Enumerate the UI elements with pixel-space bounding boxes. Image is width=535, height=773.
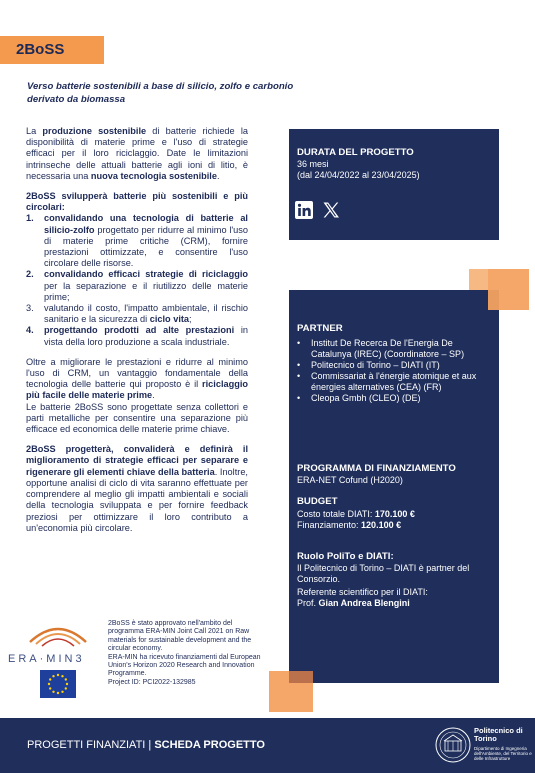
main-text (26, 126, 248, 534)
duration-months: 36 mesi (297, 159, 329, 169)
linkedin-icon[interactable] (295, 201, 313, 219)
budget-cost: Costo totale DIATI: 170.100 € (297, 509, 415, 519)
advantage-paragraph: Oltre a migliorare le prestazioni e ridurre al minimo l'uso di CRM, un vantaggio fondamentale della tecnologia delle batterie qui proposto è il riciclaggio più facile delle materie prime. (26, 356, 248, 401)
decorative-square (289, 671, 313, 683)
duration-title: DURATA DEL PROGETTO (297, 147, 414, 158)
design-paragraph: Le batterie 2BoSS sono progettate senza collettori e parti metalliche per consentire una separazione più efficace ed economica delle materie prime chiave. (26, 401, 248, 435)
program-note: 2BoSS è stato approvato nell'ambito del programma ERA-MIN Joint Call 2021 on Raw materials for sustainable development and the circular economy. ERA-MIN ha ricevuto finanziamenti dal European Union's Horizon 2020 Research and Innovation Programme. Project ID: PCI2022-132985 (108, 620, 261, 686)
partner-list (297, 338, 495, 404)
funding-value: ERA-NET Cofund (H2020) (297, 475, 403, 485)
eramin-logo-text: ERA·MIN3 (8, 653, 85, 665)
funding-title: PROGRAMMA DI FINANZIAMENTO (297, 463, 456, 474)
polito-name: Politecnico di Torino (474, 726, 523, 743)
department-name: Dipartimento di Ingegneria dell'Ambiente, del Territorio e delle Infrastrutture (474, 746, 532, 762)
eramin-logo (22, 622, 94, 652)
decorative-square (469, 269, 488, 290)
referent-name: Prof. Gian Andrea Blengini (297, 598, 410, 608)
list-item: 2. convalidando efficaci strategie di riciclaggio per la separazione e il riutilizzo delle materie prime; (26, 269, 248, 302)
list-item: 4. progettando prodotti ad alte prestazioni in vista della loro produzione a scala industriale. (26, 325, 248, 347)
strategy-paragraph: 2BoSS progetterà, convaliderà e definirà il miglioramento di strategie efficaci per separare e rigenerare gli elementi chiave della batteria. Inoltre, opportune analisi di ciclo di vita saranno effettuate per comprendere al meglio gli impatti ambientali e sociali della tecnologia sviluppata e per fornire feedback preziosi per ottimizzare il loro contributo a un'economia più circolare. (26, 444, 248, 533)
intro-paragraph: La produzione sostenibile di batterie richiede la disponibilità di materie prime e l'uso di strategie efficaci per il loro riciclaggio. Date le limitazioni intrinseche delle attuali batterie agli ioni di litio, è necessaria una nuova tecnologia sostenibile. (26, 126, 248, 181)
eu-flag-icon (40, 670, 76, 698)
role-title: Ruolo PoliTo e DIATI: (297, 551, 394, 562)
decorative-square (488, 269, 529, 310)
objectives-heading: 2BoSS svilupperà batterie più sostenibili e più circolari: (26, 191, 248, 213)
referent-label: Referente scientifico per il DIATI: (297, 587, 428, 597)
list-item: • Commissariat à l'énergie atomique et aux énergies alternatives (CEA) (FR) (297, 371, 477, 392)
polito-logo-icon (434, 726, 472, 764)
list-item: 1. convalidando una tecnologia di batterie al silicio-zolfo progettato per ridurre al minimo l'uso di materie prime critiche (CRM), fornire prestazioni ottimizzate, e consentire l'uso circolare delle risorse. (26, 213, 248, 269)
budget-financing: Finanziamento: 120.100 € (297, 520, 402, 530)
x-twitter-icon[interactable] (322, 201, 340, 219)
page-subtitle: Verso batterie sostenibili a base di silicio, zolfo e carbonio derivato da biomassa (27, 81, 294, 105)
title-bar (0, 36, 104, 64)
list-item: • Institut De Recerca De l'Energia De Catalunya (IREC) (Coordinatore – SP) (297, 338, 465, 359)
budget-title: BUDGET (297, 496, 338, 507)
footer (0, 718, 535, 773)
duration-dates: (dal 24/04/2022 al 23/04/2025) (297, 170, 420, 180)
list-item: 3. valutando il costo, l'impatto ambientale, il rischio sanitario e la sicurezza di ciclo vita; (26, 303, 248, 325)
role-text: Il Politecnico di Torino – DIATI è partner del Consorzio. (297, 563, 470, 584)
objectives-list (26, 213, 248, 347)
duration-panel (289, 129, 499, 240)
list-item: • Cleopa Gmbh (CLEO) (DE) (297, 393, 421, 403)
footer-label: PROGETTI FINANZIATI | SCHEDA PROGETTO (27, 739, 265, 751)
page-title: 2BoSS (16, 41, 65, 58)
list-item: • Politecnico di Torino – DIATI (IT) (297, 360, 440, 370)
partner-title: PARTNER (297, 323, 343, 334)
info-panel (289, 290, 499, 683)
